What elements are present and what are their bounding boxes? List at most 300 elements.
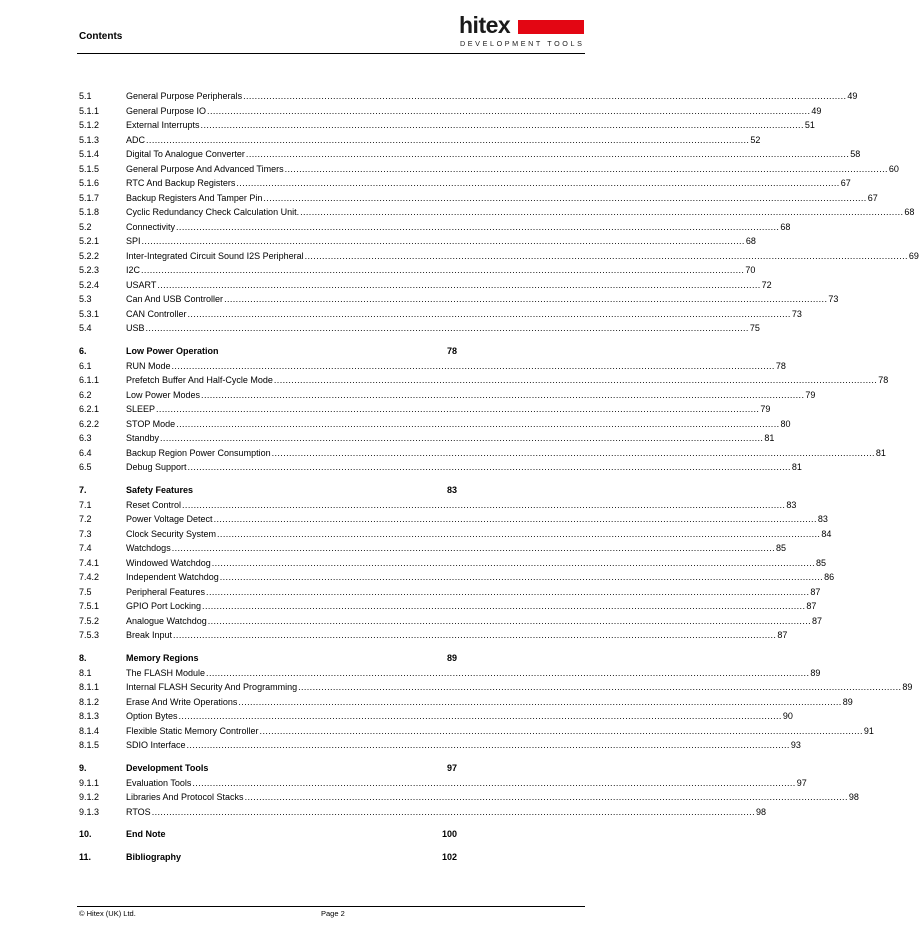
toc-entry-title: Development Tools (126, 762, 209, 773)
toc-entry-body (126, 541, 786, 556)
toc-entry-body (126, 482, 457, 498)
toc-entry-page: 79 (760, 404, 771, 414)
toc-entry-row[interactable] (79, 133, 761, 148)
toc-entry-number: 5.1 (79, 91, 92, 101)
toc-entry-body (126, 373, 888, 388)
toc-entry-row[interactable] (79, 695, 853, 710)
toc-entry-number: 5.2 (79, 221, 92, 232)
toc-entry-page: 89 (810, 667, 821, 678)
toc-chapter-row[interactable] (79, 826, 457, 842)
toc-entry-page: 89 (902, 682, 913, 692)
toc-entry-title: Can And USB Controller (126, 294, 224, 304)
toc-entry-title: Debug Support (126, 462, 187, 472)
toc-entry-row[interactable] (79, 570, 835, 585)
toc-entry-body (126, 585, 820, 600)
toc-entry-row[interactable] (79, 680, 913, 695)
toc-entry-title: USB (126, 323, 145, 333)
toc-entry-number: 8.1.2 (79, 696, 100, 707)
toc-entry-number: 7.4.1 (79, 557, 100, 568)
toc-entry-title: GPIO Port Locking (126, 601, 202, 611)
toc-leader-dots (152, 805, 755, 820)
toc-entry-title: Peripheral Features (126, 586, 206, 597)
page-header-title: Contents (79, 31, 123, 42)
toc-entry-body (126, 191, 878, 206)
toc-entry-page: 79 (805, 389, 816, 400)
toc-leader-dots (142, 234, 745, 249)
toc-entry-row[interactable] (79, 147, 861, 162)
toc-entry-page: 81 (875, 447, 886, 458)
toc-entry-number: 8.1.5 (79, 740, 100, 750)
toc-leader-dots (141, 263, 744, 278)
toc-entry-body (126, 724, 874, 739)
logo-red-bar (518, 20, 584, 34)
toc-entry-title: USART (126, 279, 157, 290)
toc-entry-number: 7.5.3 (79, 630, 100, 640)
toc-entry-page: 87 (777, 630, 788, 640)
toc-entry-title: Standby (126, 433, 160, 443)
toc-entry-title: Connectivity (126, 221, 176, 232)
toc-entry-page: 83 (786, 499, 797, 510)
toc-entry-title: The FLASH Module (126, 667, 206, 678)
toc-entry-title: RTC And Backup Registers (126, 178, 236, 188)
toc-entry-page: 73 (791, 308, 802, 319)
toc-leader-dots (305, 249, 908, 264)
toc-entry-title: Backup Region Power Consumption (126, 447, 271, 458)
hitex-logo (459, 13, 587, 51)
toc-entry-body (126, 628, 787, 643)
toc-entry-page: 58 (850, 149, 861, 159)
toc-entry-row[interactable] (79, 599, 817, 614)
toc-entry-title: Windowed Watchdog (126, 557, 211, 568)
toc-entry-number: 8.1.3 (79, 711, 100, 721)
toc-chapter-row[interactable] (79, 482, 457, 498)
toc-leader-dots (212, 556, 815, 571)
toc-entry-number: 7.5.2 (79, 615, 100, 626)
toc-entry-number: 7.1 (79, 499, 92, 510)
toc-entry-number: 5.1.4 (79, 149, 100, 159)
toc-entry-number: 5.1.1 (79, 105, 100, 116)
toc-entry-title: Low Power Modes (126, 389, 201, 400)
toc-entry-number: 5.2.4 (79, 279, 100, 290)
toc-entry-number: 6.2 (79, 389, 92, 400)
toc-entry-title: Backup Registers And Tamper Pin (126, 192, 263, 203)
toc-entry-body (126, 849, 457, 865)
toc-entry-title: Watchdogs (126, 543, 171, 553)
toc-entry-title: RTOS (126, 806, 151, 817)
toc-entry-title: Analogue Watchdog (126, 615, 207, 626)
toc-entry-row[interactable] (79, 234, 756, 249)
toc-leader-dots (220, 570, 823, 585)
toc-entry-title: Internal FLASH Security And Programming (126, 682, 298, 692)
toc-entry-body (126, 133, 760, 148)
toc-entry-page: 98 (848, 792, 859, 802)
toc-entry-page: 81 (764, 433, 775, 443)
toc-entry-page: 85 (776, 543, 787, 553)
toc-leader-dots (172, 541, 775, 556)
toc-entry-page: 49 (847, 91, 858, 101)
toc-entry-row[interactable] (79, 498, 797, 513)
toc-entry-page: 97 (796, 777, 807, 788)
toc-entry-page: 75 (749, 323, 760, 333)
toc-leader-dots (246, 147, 849, 162)
toc-entry-page: 49 (811, 105, 822, 116)
toc-entry-page: 89 (842, 696, 853, 707)
toc-entry-page: 83 (446, 484, 457, 495)
toc-leader-dots (245, 790, 848, 805)
toc-entry-title: Safety Features (126, 484, 194, 495)
toc-leader-dots (298, 680, 901, 695)
toc-entry-body (126, 278, 772, 293)
toc-leader-dots (207, 104, 810, 119)
toc-entry-body (126, 760, 457, 776)
toc-entry-title: I2C (126, 265, 141, 275)
toc-entry-title: Break Input (126, 630, 173, 640)
toc-entry-page: 85 (816, 557, 827, 568)
toc-entry-number: 7.5.1 (79, 601, 100, 611)
toc-entry-body (126, 512, 828, 527)
toc-entry-row[interactable] (79, 388, 816, 403)
toc-entry-number: 5.4 (79, 323, 92, 333)
toc-entry-row[interactable] (79, 278, 772, 293)
toc-entry-number: 5.1.2 (79, 120, 100, 130)
toc-entry-title: Cyclic Redundancy Check Calculation Unit. (126, 207, 300, 217)
toc-entry-body (126, 776, 807, 791)
toc-entry-title: External Interrupts (126, 120, 200, 130)
toc-entry-body (126, 104, 821, 119)
toc-entry-page: 87 (806, 601, 817, 611)
toc-entry-row[interactable] (79, 738, 801, 753)
toc-entry-title: SLEEP (126, 404, 156, 414)
footer-divider (77, 906, 585, 907)
toc-entry-body (126, 498, 796, 513)
toc-entry-row[interactable] (79, 176, 851, 191)
toc-entry-row[interactable] (79, 805, 767, 820)
toc-entry-body (126, 176, 851, 191)
logo-wordmark: hitex (459, 12, 511, 38)
toc-entry-row[interactable] (79, 220, 791, 235)
toc-entry-page: 73 (828, 294, 839, 304)
toc-chapter-row[interactable] (79, 343, 457, 359)
toc-entry-title: STOP Mode (126, 418, 176, 429)
toc-leader-dots (214, 512, 817, 527)
toc-entry-body (126, 359, 786, 374)
toc-entry-body (126, 417, 791, 432)
toc-leader-dots (300, 205, 903, 220)
toc-entry-page: 97 (446, 762, 457, 773)
toc-entry-body (126, 343, 457, 359)
toc-entry-page: 102 (441, 852, 457, 862)
toc-entry-body (126, 570, 834, 585)
toc-entry-row[interactable] (79, 666, 821, 681)
toc-entry-title: CAN Controller (126, 308, 187, 319)
toc-entry-body (126, 826, 457, 842)
toc-entry-number: 7.4 (79, 543, 92, 553)
footer-page-number: Page 2 (321, 909, 345, 918)
toc-entry-row[interactable] (79, 446, 886, 461)
toc-entry-body (126, 460, 802, 475)
toc-entry-row[interactable] (79, 614, 823, 629)
toc-entry-body (126, 614, 822, 629)
toc-entry-number: 6.2.2 (79, 418, 100, 429)
toc-leader-dots (206, 666, 809, 681)
toc-leader-dots (160, 431, 763, 446)
toc-entry-title: Bibliography (126, 852, 182, 862)
toc-entry-body (126, 709, 793, 724)
toc-entry-row[interactable] (79, 373, 889, 388)
toc-entry-number: 6.2.1 (79, 404, 100, 414)
toc-entry-row[interactable] (79, 402, 771, 417)
toc-entry-row[interactable] (79, 417, 791, 432)
toc-entry-page: 83 (817, 514, 828, 524)
toc-entry-page: 90 (782, 711, 793, 721)
toc-entry-number: 5.3 (79, 294, 92, 304)
toc-leader-dots (201, 388, 804, 403)
toc-entry-body (126, 599, 816, 614)
toc-entry-page: 78 (775, 360, 786, 371)
header-divider (77, 53, 585, 54)
toc-entry-row[interactable] (79, 628, 788, 643)
toc-entry-title: Low Power Operation (126, 345, 219, 356)
toc-entry-number: 7.5 (79, 586, 92, 597)
toc-entry-title: General Purpose And Advanced Timers (126, 163, 284, 174)
toc-leader-dots (188, 460, 791, 475)
toc-entry-row[interactable] (79, 307, 802, 322)
toc-entry-number: 5.3.1 (79, 308, 100, 319)
toc-entry-number: 7.2 (79, 514, 92, 524)
toc-leader-dots (263, 191, 866, 206)
toc-entry-row[interactable] (79, 263, 756, 278)
toc-entry-body (126, 234, 756, 249)
toc-entry-row[interactable] (79, 104, 822, 119)
toc-chapter-row[interactable] (79, 760, 457, 776)
toc-entry-title: Evaluation Tools (126, 777, 192, 788)
toc-entry-body (126, 527, 831, 542)
toc-entry-page: 87 (812, 615, 823, 626)
toc-entry-number: 5.1.8 (79, 207, 100, 217)
toc-entry-number: 7.3 (79, 528, 92, 539)
toc-leader-dots (217, 527, 820, 542)
toc-entry-title: Independent Watchdog (126, 572, 219, 582)
toc-entry-body (126, 650, 457, 666)
toc-entry-page: 67 (840, 178, 851, 188)
toc-entry-page: 87 (810, 586, 821, 597)
toc-entry-row[interactable] (79, 89, 858, 104)
toc-entry-title: Digital To Analogue Converter (126, 149, 245, 159)
toc-entry-title: End Note (126, 829, 166, 839)
toc-leader-dots (172, 359, 775, 374)
toc-entry-page: 68 (745, 236, 756, 246)
toc-entry-page: 78 (878, 375, 889, 385)
toc-entry-title: Option Bytes (126, 711, 178, 721)
toc-entry-body (126, 680, 912, 695)
toc-entry-body (126, 666, 820, 681)
toc-entry-number: 7.4.2 (79, 572, 100, 582)
toc-leader-dots (146, 321, 749, 336)
toc-entry-row[interactable] (79, 321, 760, 336)
toc-entry-title: General Purpose IO (126, 105, 207, 116)
toc-entry-number: 6.1 (79, 360, 92, 371)
table-of-contents (79, 89, 919, 865)
toc-entry-page: 72 (761, 279, 772, 290)
toc-entry-row[interactable] (79, 709, 793, 724)
toc-entry-page: 91 (863, 725, 874, 736)
toc-entry-title: SPI (126, 236, 141, 246)
toc-entry-number: 8.1 (79, 667, 92, 678)
toc-entry-row[interactable] (79, 118, 815, 133)
toc-entry-title: Flexible Static Memory Controller (126, 725, 259, 736)
toc-entry-row[interactable] (79, 724, 874, 739)
toc-entry-number: 5.1.6 (79, 178, 100, 188)
toc-entry-body (126, 249, 919, 264)
toc-entry-number: 5.1.5 (79, 163, 100, 174)
toc-entry-number: 6.5 (79, 462, 92, 472)
toc-entry-number: 5.2.3 (79, 265, 100, 275)
toc-entry-page: 60 (888, 163, 899, 174)
toc-entry-page: 51 (804, 120, 815, 130)
toc-entry-number: 8.1.4 (79, 725, 100, 736)
toc-leader-dots (201, 118, 804, 133)
toc-entry-row[interactable] (79, 585, 821, 600)
toc-entry-row[interactable] (79, 556, 827, 571)
toc-entry-row[interactable] (79, 541, 787, 556)
toc-entry-row[interactable] (79, 359, 786, 374)
toc-entry-title: Prefetch Buffer And Half-Cycle Mode (126, 375, 273, 385)
toc-entry-page: 69 (908, 250, 919, 261)
toc-entry-body (126, 431, 774, 446)
toc-entry-body (126, 89, 857, 104)
toc-entry-page: 86 (824, 572, 835, 582)
toc-leader-dots (156, 402, 759, 417)
toc-entry-page: 98 (756, 806, 767, 817)
toc-entry-body (126, 556, 826, 571)
toc-leader-dots (260, 724, 863, 739)
toc-entry-page: 81 (791, 462, 802, 472)
toc-entry-number: 9.1.3 (79, 806, 100, 817)
toc-entry-number: 11. (79, 852, 92, 862)
toc-entry-body (126, 805, 766, 820)
toc-entry-row[interactable] (79, 431, 775, 446)
toc-entry-title: Libraries And Protocol Stacks (126, 792, 244, 802)
toc-entry-page: 89 (446, 652, 457, 663)
toc-entry-body (126, 307, 802, 322)
toc-entry-title: SDIO Interface (126, 740, 186, 750)
toc-leader-dots (224, 292, 827, 307)
toc-entry-number: 7. (79, 484, 87, 495)
footer-copyright: © Hitex (UK) Ltd. (79, 909, 136, 918)
toc-entry-page: 93 (790, 740, 801, 750)
toc-entry-body (126, 321, 760, 336)
toc-leader-dots (202, 599, 805, 614)
toc-leader-dots (206, 585, 809, 600)
toc-leader-dots (272, 446, 875, 461)
toc-entry-title: Reset Control (126, 499, 182, 510)
toc-entry-title: ADC (126, 134, 146, 145)
toc-entry-row[interactable] (79, 527, 832, 542)
logo-subtitle: DEVELOPMENT TOOLS (460, 39, 585, 48)
toc-entry-number: 6. (79, 345, 87, 356)
toc-leader-dots (243, 89, 846, 104)
toc-entry-page: 52 (750, 134, 761, 145)
toc-entry-page: 84 (821, 528, 832, 539)
toc-entry-number: 9.1.2 (79, 792, 100, 802)
toc-entry-number: 8. (79, 652, 87, 663)
toc-leader-dots (179, 709, 782, 724)
toc-entry-number: 5.2.1 (79, 236, 100, 246)
toc-entry-body (126, 292, 838, 307)
toc-chapter-row[interactable] (79, 849, 457, 865)
toc-leader-dots (173, 628, 776, 643)
toc-entry-row[interactable] (79, 512, 828, 527)
toc-chapter-row[interactable] (79, 650, 457, 666)
toc-leader-dots (208, 614, 811, 629)
toc-entry-page: 70 (745, 265, 756, 275)
toc-entry-row[interactable] (79, 205, 915, 220)
toc-entry-number: 10. (79, 829, 92, 839)
toc-entry-number: 8.1.1 (79, 682, 100, 692)
toc-entry-number: 6.3 (79, 433, 92, 443)
toc-entry-title: Inter-Integrated Circuit Sound I2S Peripheral (126, 250, 304, 261)
toc-entry-title: General Purpose Peripherals (126, 91, 243, 101)
toc-entry-row[interactable] (79, 790, 859, 805)
toc-entry-page: 67 (867, 192, 878, 203)
toc-leader-dots (187, 738, 790, 753)
toc-entry-title: Memory Regions (126, 652, 199, 663)
toc-entry-number: 5.1.7 (79, 192, 100, 203)
toc-leader-dots (238, 695, 841, 710)
toc-entry-body (126, 695, 853, 710)
toc-leader-dots (157, 278, 760, 293)
toc-leader-dots (285, 162, 888, 177)
toc-entry-body (126, 162, 899, 177)
toc-entry-number: 6.4 (79, 447, 92, 458)
toc-entry-page: 68 (780, 221, 791, 232)
toc-entry-number: 9.1.1 (79, 777, 100, 788)
toc-leader-dots (182, 498, 785, 513)
toc-entry-title: Power Voltage Detect (126, 514, 213, 524)
toc-entry-row[interactable] (79, 776, 807, 791)
toc-entry-page: 80 (780, 418, 791, 429)
toc-entry-page: 68 (904, 207, 915, 217)
toc-entry-title: RUN Mode (126, 360, 171, 371)
toc-entry-row[interactable] (79, 460, 802, 475)
toc-entry-row[interactable] (79, 191, 878, 206)
toc-leader-dots (188, 307, 791, 322)
toc-entry-number: 5.2.2 (79, 250, 100, 261)
toc-entry-page: 100 (441, 829, 457, 839)
toc-entry-title: Clock Security System (126, 528, 217, 539)
toc-entry-body (126, 205, 914, 220)
toc-entry-body (126, 147, 860, 162)
toc-entry-body (126, 738, 801, 753)
toc-entry-body (126, 402, 770, 417)
toc-leader-dots (176, 220, 779, 235)
toc-leader-dots (192, 776, 795, 791)
toc-entry-number: 5.1.3 (79, 134, 100, 145)
toc-entry-row[interactable] (79, 162, 899, 177)
toc-leader-dots (146, 133, 749, 148)
toc-entry-body (126, 220, 790, 235)
toc-entry-number: 9. (79, 762, 87, 773)
toc-entry-body (126, 263, 755, 278)
toc-entry-body (126, 388, 815, 403)
toc-entry-body (126, 446, 886, 461)
toc-leader-dots (236, 176, 839, 191)
toc-entry-row[interactable] (79, 292, 839, 307)
toc-entry-body (126, 790, 859, 805)
toc-entry-row[interactable] (79, 249, 919, 264)
toc-entry-number: 6.1.1 (79, 375, 100, 385)
toc-leader-dots (274, 373, 877, 388)
